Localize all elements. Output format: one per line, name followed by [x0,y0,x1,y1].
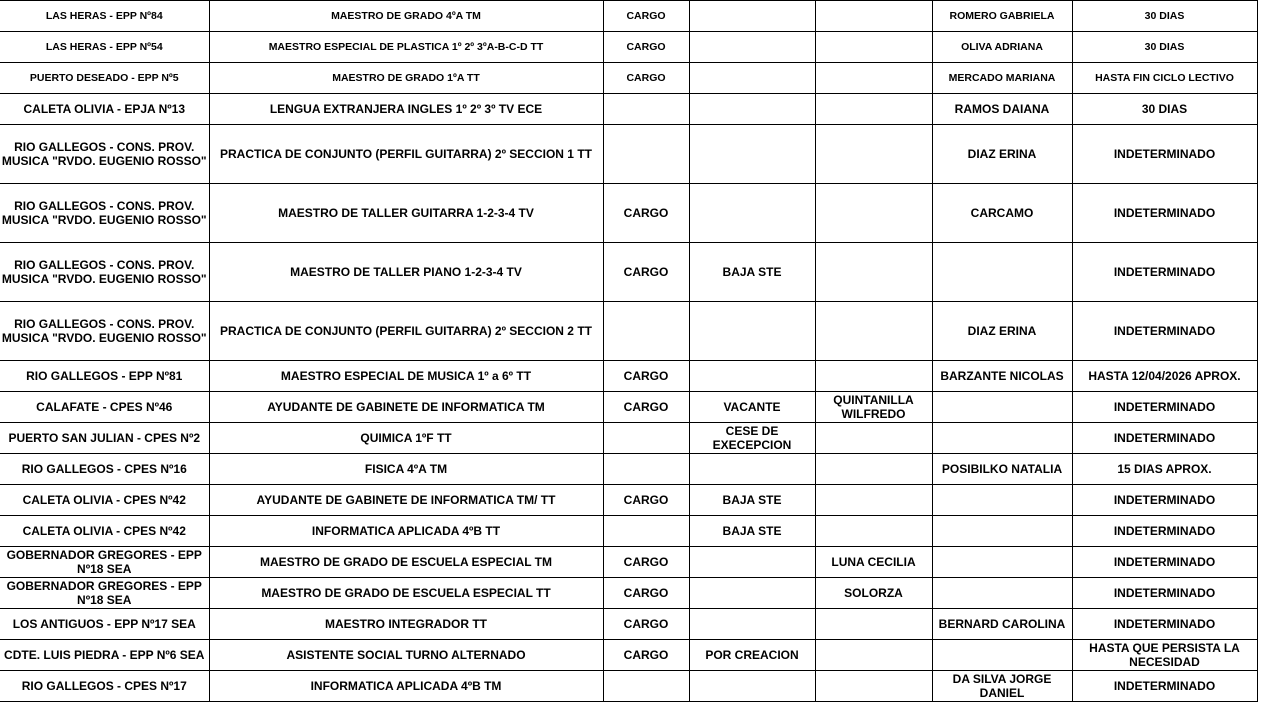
situation-cell: BAJA STE [689,485,815,516]
type-cell: CARGO [603,63,689,94]
substitute-cell: CARCAMO [932,184,1072,243]
duration-cell: INDETERMINADO [1072,125,1257,184]
type-cell: CARGO [603,485,689,516]
substitute-cell: MERCADO MARIANA [932,63,1072,94]
type-cell: CARGO [603,392,689,423]
substitute-cell: POSIBILKO NATALIA [932,454,1072,485]
position-cell: FISICA 4ºA TM [209,454,603,485]
school-cell: RIO GALLEGOS - CPES Nº17 [0,671,209,702]
holder-cell [815,361,932,392]
table-row [0,361,1257,392]
table-row [0,547,1257,578]
type-cell: CARGO [603,547,689,578]
position-cell: MAESTRO ESPECIAL DE PLASTICA 1º 2º 3ºA-B-C-D TT [209,32,603,63]
school-cell: CALETA OLIVIA - CPES Nº42 [0,516,209,547]
situation-cell [689,63,815,94]
substitute-cell [932,485,1072,516]
table-row [0,392,1257,423]
position-cell: MAESTRO DE TALLER GUITARRA 1-2-3-4 TV [209,184,603,243]
substitute-cell: BERNARD CAROLINA [932,609,1072,640]
school-cell: CALETA OLIVIA - CPES Nº42 [0,485,209,516]
situation-cell: VACANTE [689,392,815,423]
substitute-cell: DA SILVA JORGE DANIEL [932,671,1072,702]
holder-cell [815,302,932,361]
holder-cell: QUINTANILLA WILFREDO [815,392,932,423]
table-row [0,32,1257,63]
school-cell: RIO GALLEGOS - CONS. PROV. MUSICA "RVDO. EUGENIO ROSSO" [0,125,209,184]
substitute-cell [932,423,1072,454]
substitute-cell: DIAZ ERINA [932,302,1072,361]
substitute-cell [932,547,1072,578]
school-cell: PUERTO DESEADO - EPP Nº5 [0,63,209,94]
type-cell: CARGO [603,609,689,640]
table-row [0,578,1257,609]
situation-cell: BAJA STE [689,243,815,302]
table-row [0,184,1257,243]
table-row [0,671,1257,702]
table-row [0,302,1257,361]
school-cell: GOBERNADOR GREGORES - EPP Nº18 SEA [0,547,209,578]
substitute-cell: BARZANTE NICOLAS [932,361,1072,392]
table-row [0,485,1257,516]
duration-cell: INDETERMINADO [1072,423,1257,454]
position-cell: PRACTICA DE CONJUNTO (PERFIL GUITARRA) 2º SECCION 2 TT [209,302,603,361]
school-cell: PUERTO SAN JULIAN - CPES Nº2 [0,423,209,454]
holder-cell: SOLORZA [815,578,932,609]
duration-cell: INDETERMINADO [1072,302,1257,361]
substitute-cell [932,243,1072,302]
holder-cell: LUNA CECILIA [815,547,932,578]
school-cell: CALAFATE - CPES Nº46 [0,392,209,423]
duration-cell: INDETERMINADO [1072,243,1257,302]
school-cell: RIO GALLEGOS - CPES Nº16 [0,454,209,485]
situation-cell [689,454,815,485]
situation-cell [689,671,815,702]
position-cell: MAESTRO DE TALLER PIANO 1-2-3-4 TV [209,243,603,302]
holder-cell [815,485,932,516]
situation-cell [689,361,815,392]
situation-cell [689,302,815,361]
type-cell: CARGO [603,361,689,392]
duration-cell: INDETERMINADO [1072,392,1257,423]
holder-cell [815,640,932,671]
position-cell: MAESTRO DE GRADO DE ESCUELA ESPECIAL TM [209,547,603,578]
type-cell: CARGO [603,1,689,32]
table-row [0,516,1257,547]
position-cell: MAESTRO DE GRADO 1ºA TT [209,63,603,94]
table-row [0,640,1257,671]
substitute-cell [932,640,1072,671]
situation-cell [689,125,815,184]
type-cell [603,671,689,702]
type-cell [603,94,689,125]
table-row [0,94,1257,125]
holder-cell [815,125,932,184]
holder-cell [815,94,932,125]
duration-cell: INDETERMINADO [1072,547,1257,578]
type-cell [603,302,689,361]
school-cell: LAS HERAS - EPP Nº84 [0,1,209,32]
substitute-cell [932,392,1072,423]
school-cell: CDTE. LUIS PIEDRA - EPP Nº6 SEA [0,640,209,671]
holder-cell [815,609,932,640]
situation-cell [689,578,815,609]
duration-cell: INDETERMINADO [1072,184,1257,243]
type-cell [603,125,689,184]
type-cell [603,454,689,485]
duration-cell: HASTA 12/04/2026 APROX. [1072,361,1257,392]
position-cell: MAESTRO DE GRADO 4ºA TM [209,1,603,32]
type-cell: CARGO [603,32,689,63]
school-cell: GOBERNADOR GREGORES - EPP Nº18 SEA [0,578,209,609]
holder-cell [815,63,932,94]
table-row [0,454,1257,485]
substitute-cell [932,578,1072,609]
position-cell: PRACTICA DE CONJUNTO (PERFIL GUITARRA) 2º SECCION 1 TT [209,125,603,184]
situation-cell [689,94,815,125]
duration-cell: 30 DIAS [1072,1,1257,32]
situation-cell: CESE DE EXECEPCION [689,423,815,454]
substitute-cell: RAMOS DAIANA [932,94,1072,125]
duration-cell: 30 DIAS [1072,94,1257,125]
holder-cell [815,243,932,302]
school-cell: CALETA OLIVIA - EPJA Nº13 [0,94,209,125]
position-cell: LENGUA EXTRANJERA INGLES 1º 2º 3º TV ECE [209,94,603,125]
substitute-cell [932,516,1072,547]
situation-cell [689,609,815,640]
type-cell [603,423,689,454]
school-cell: RIO GALLEGOS - EPP Nº81 [0,361,209,392]
duration-cell: INDETERMINADO [1072,609,1257,640]
situation-cell [689,32,815,63]
duration-cell: 15 DIAS APROX. [1072,454,1257,485]
substitute-cell: OLIVA ADRIANA [932,32,1072,63]
duration-cell: HASTA QUE PERSISTA LA NECESIDAD [1072,640,1257,671]
table-row [0,243,1257,302]
school-cell: LOS ANTIGUOS - EPP Nº17 SEA [0,609,209,640]
type-cell: CARGO [603,640,689,671]
position-cell: MAESTRO ESPECIAL DE MUSICA 1º a 6º TT [209,361,603,392]
table-row [0,609,1257,640]
table-row [0,423,1257,454]
duration-cell: 30 DIAS [1072,32,1257,63]
substitute-cell: DIAZ ERINA [932,125,1072,184]
duration-cell: HASTA FIN CICLO LECTIVO [1072,63,1257,94]
duration-cell: INDETERMINADO [1072,671,1257,702]
position-cell: MAESTRO INTEGRADOR TT [209,609,603,640]
position-cell: AYUDANTE DE GABINETE DE INFORMATICA TM [209,392,603,423]
duration-cell: INDETERMINADO [1072,516,1257,547]
situation-cell [689,547,815,578]
position-cell: MAESTRO DE GRADO DE ESCUELA ESPECIAL TT [209,578,603,609]
school-cell: LAS HERAS - EPP Nº54 [0,32,209,63]
holder-cell [815,671,932,702]
holder-cell [815,1,932,32]
position-cell: INFORMATICA APLICADA 4ºB TM [209,671,603,702]
situation-cell [689,1,815,32]
type-cell: CARGO [603,578,689,609]
holder-cell [815,454,932,485]
type-cell: CARGO [603,243,689,302]
table-row [0,63,1257,94]
school-cell: RIO GALLEGOS - CONS. PROV. MUSICA "RVDO. EUGENIO ROSSO" [0,302,209,361]
holder-cell [815,32,932,63]
table-row [0,125,1257,184]
holder-cell [815,423,932,454]
position-cell: ASISTENTE SOCIAL TURNO ALTERNADO [209,640,603,671]
position-cell: QUIMICA 1ºF TT [209,423,603,454]
situation-cell [689,184,815,243]
school-cell: RIO GALLEGOS - CONS. PROV. MUSICA "RVDO. EUGENIO ROSSO" [0,243,209,302]
situation-cell: POR CREACION [689,640,815,671]
position-cell: INFORMATICA APLICADA 4ºB TT [209,516,603,547]
duration-cell: INDETERMINADO [1072,485,1257,516]
table-row [0,1,1257,32]
type-cell [603,516,689,547]
school-cell: RIO GALLEGOS - CONS. PROV. MUSICA "RVDO. EUGENIO ROSSO" [0,184,209,243]
holder-cell [815,516,932,547]
type-cell: CARGO [603,184,689,243]
position-cell: AYUDANTE DE GABINETE DE INFORMATICA TM/ TT [209,485,603,516]
substitute-cell: ROMERO GABRIELA [932,1,1072,32]
situation-cell: BAJA STE [689,516,815,547]
duration-cell: INDETERMINADO [1072,578,1257,609]
table-body [0,1,1257,702]
holder-cell [815,184,932,243]
